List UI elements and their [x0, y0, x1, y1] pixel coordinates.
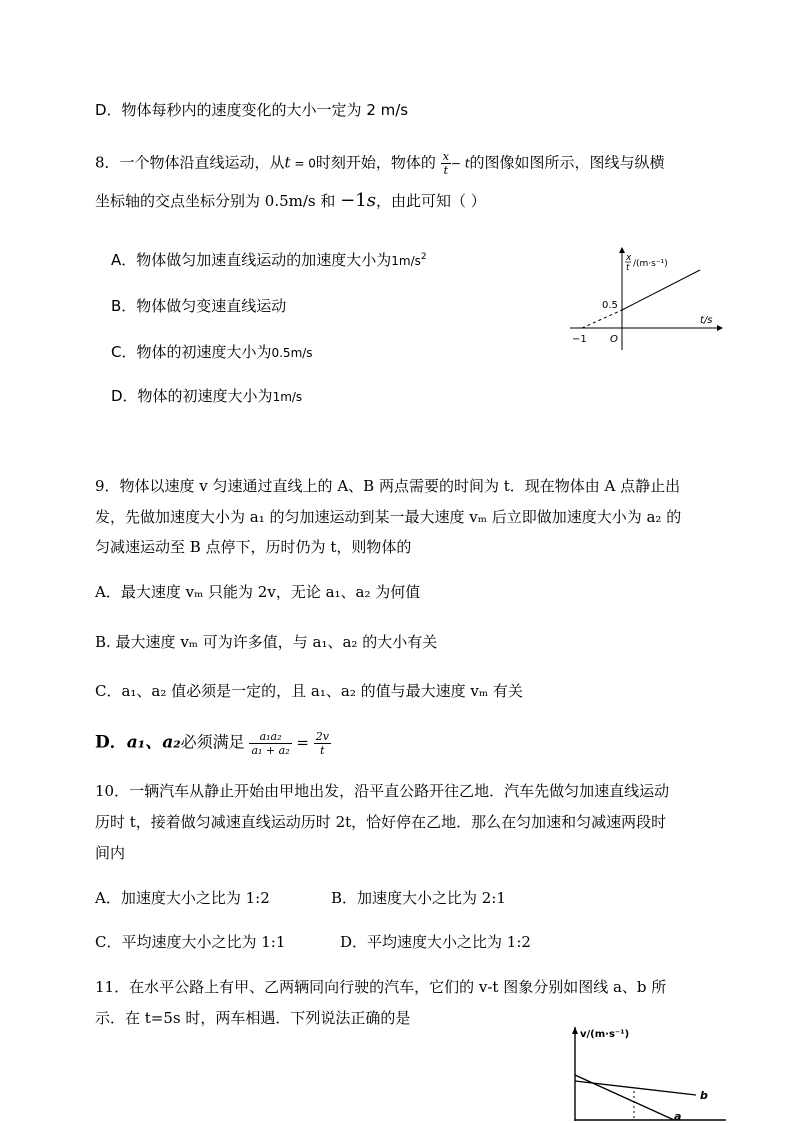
q8-option-c-text: C．物体的初速度大小为 — [111, 343, 272, 361]
q8-option-d-text: D．物体的初速度大小为 — [111, 387, 273, 405]
q9-option-b: B. 最大速度 vₘ 可为许多值，与 a₁、a₂ 的大小有关 — [95, 633, 438, 651]
q8-stem-line2a: 坐标轴的交点坐标分别为 0.5m/s 和 — [95, 192, 336, 210]
q10-option-d: D．平均速度大小之比为 1:2 — [340, 933, 531, 951]
q9-option-c: C．a₁、a₂ 值必须是一定的，且 a₁、a₂ 的值与最大速度 vₘ 有关 — [95, 682, 523, 700]
q11-stem-line1: 11．在水平公路上有甲、乙两辆同向行驶的汽车，它们的 v-t 图象分别如图线 a、b 所 — [95, 978, 667, 996]
q10-option-b: B．加速度大小之比为 2:1 — [331, 889, 506, 907]
q11-stem-line2: 示．在 t=5s 时，两车相遇．下列说法正确的是 — [95, 1009, 411, 1027]
q8-stem-part2: 时刻开始，物体的 — [315, 153, 436, 172]
q9-option-d-frac1: $\frac{\text{a₁a₂}}{\text{a₁ + a₂}}$ — [251, 730, 290, 757]
q11-y-label: v/(m·s⁻¹) — [580, 1029, 630, 1040]
q10-option-c: C．平均速度大小之比为 1:1 — [95, 933, 286, 951]
q8-stem-line1 — [95, 150, 665, 177]
q10-stem-line3: 间内 — [95, 844, 126, 862]
q9-option-d-text: 必须满足 — [180, 732, 245, 752]
q8-graph — [560, 240, 730, 355]
q8-graph-dashed-extension — [582, 310, 622, 328]
q9-option-d — [95, 730, 331, 757]
q8-option-a-value: 1m/s — [391, 254, 421, 268]
q8-origin: O — [610, 334, 618, 345]
q8-eq0: = 0 — [290, 156, 316, 171]
q10-stem-line2: 历时 t，接着做匀减速直线运动历时 2t，恰好停在乙地．那么在匀加速和匀减速两段时 — [95, 813, 667, 831]
q8-stem-part3: 的图像如图所示，图线与纵横 — [469, 153, 665, 172]
q8-option-d-value: 1m/s — [272, 390, 303, 404]
q9-option-d-vars: a₁、a₂ — [126, 732, 181, 753]
q8-graph-line — [622, 270, 700, 310]
q9-stem-line3: 匀减速运动至 B 点停下，历时仍为 t，则物体的 — [95, 538, 412, 556]
q11-graph — [566, 1023, 731, 1123]
q8-minus-t: − t — [450, 156, 470, 171]
q8-option-d — [111, 386, 302, 407]
q8-y-unit: /(m·s⁻¹) — [633, 259, 668, 269]
q8-intercept-y: 0.5 — [602, 300, 618, 311]
q8-stem-line2b: ，由此可知（ ） — [375, 192, 486, 210]
q11-line-b — [575, 1081, 696, 1095]
q8-s-unit: s — [366, 190, 376, 211]
q8-t-var: t — [284, 153, 291, 172]
q8-option-a-sup: 2 — [420, 252, 427, 262]
q9-option-d-prefix: D． — [95, 732, 127, 753]
q8-x-over-t: $\frac{x}{t}$ — [442, 150, 449, 177]
q8-y-label-den: t — [626, 263, 630, 273]
q11-line-a — [575, 1075, 674, 1120]
q8-option-b: B．物体做匀变速直线运动 — [111, 297, 287, 315]
q8-option-c-value: 0.5m/s — [271, 346, 313, 360]
q11-label-b: b — [700, 1089, 708, 1102]
q8-x-label: t/s — [700, 315, 713, 326]
q10-option-a: A．加速度大小之比为 1:2 — [95, 889, 270, 907]
q9-option-a: A．最大速度 vₘ 只能为 2v，无论 a₁、a₂ 为何值 — [95, 583, 421, 601]
q7-option-d: D．物体每秒内的速度变化的大小一定为 2 m/s — [95, 101, 409, 119]
q8-y-label-num: x — [626, 253, 632, 263]
q8-stem-line2 — [95, 191, 486, 211]
q8-option-c — [111, 342, 313, 363]
q11-y-axis-arrow — [572, 1027, 578, 1034]
q9-stem-line2: 发，先做加速度大小为 a₁ 的匀加速运动到某一最大速度 vₘ 后立即做加速度大小为 a₂ 的 — [95, 508, 682, 526]
q9-option-d-frac2: $\frac{2v}{t}$ — [315, 730, 329, 757]
q11-label-a: a — [674, 1110, 682, 1123]
q8-intercept-x: −1 — [572, 334, 587, 345]
q8-stem-part1: 8．一个物体沿直线运动，从 — [95, 153, 285, 172]
q9-option-d-equals: = — [296, 733, 309, 752]
q10-stem-line1: 10．一辆汽车从静止开始由甲地出发，沿平直公路开往乙地．汽车先做匀加速直线运动 — [95, 782, 670, 800]
q8-option-a-text: A．物体做匀加速直线运动的加速度大小为 — [111, 251, 392, 269]
q9-stem-line1: 9．物体以速度 v 匀速通过直线上的 A、B 两点需要的时间为 t．现在物体由 A 点静止出 — [95, 477, 681, 495]
q8-option-a — [111, 247, 427, 271]
q8-neg1: −1 — [340, 190, 367, 211]
